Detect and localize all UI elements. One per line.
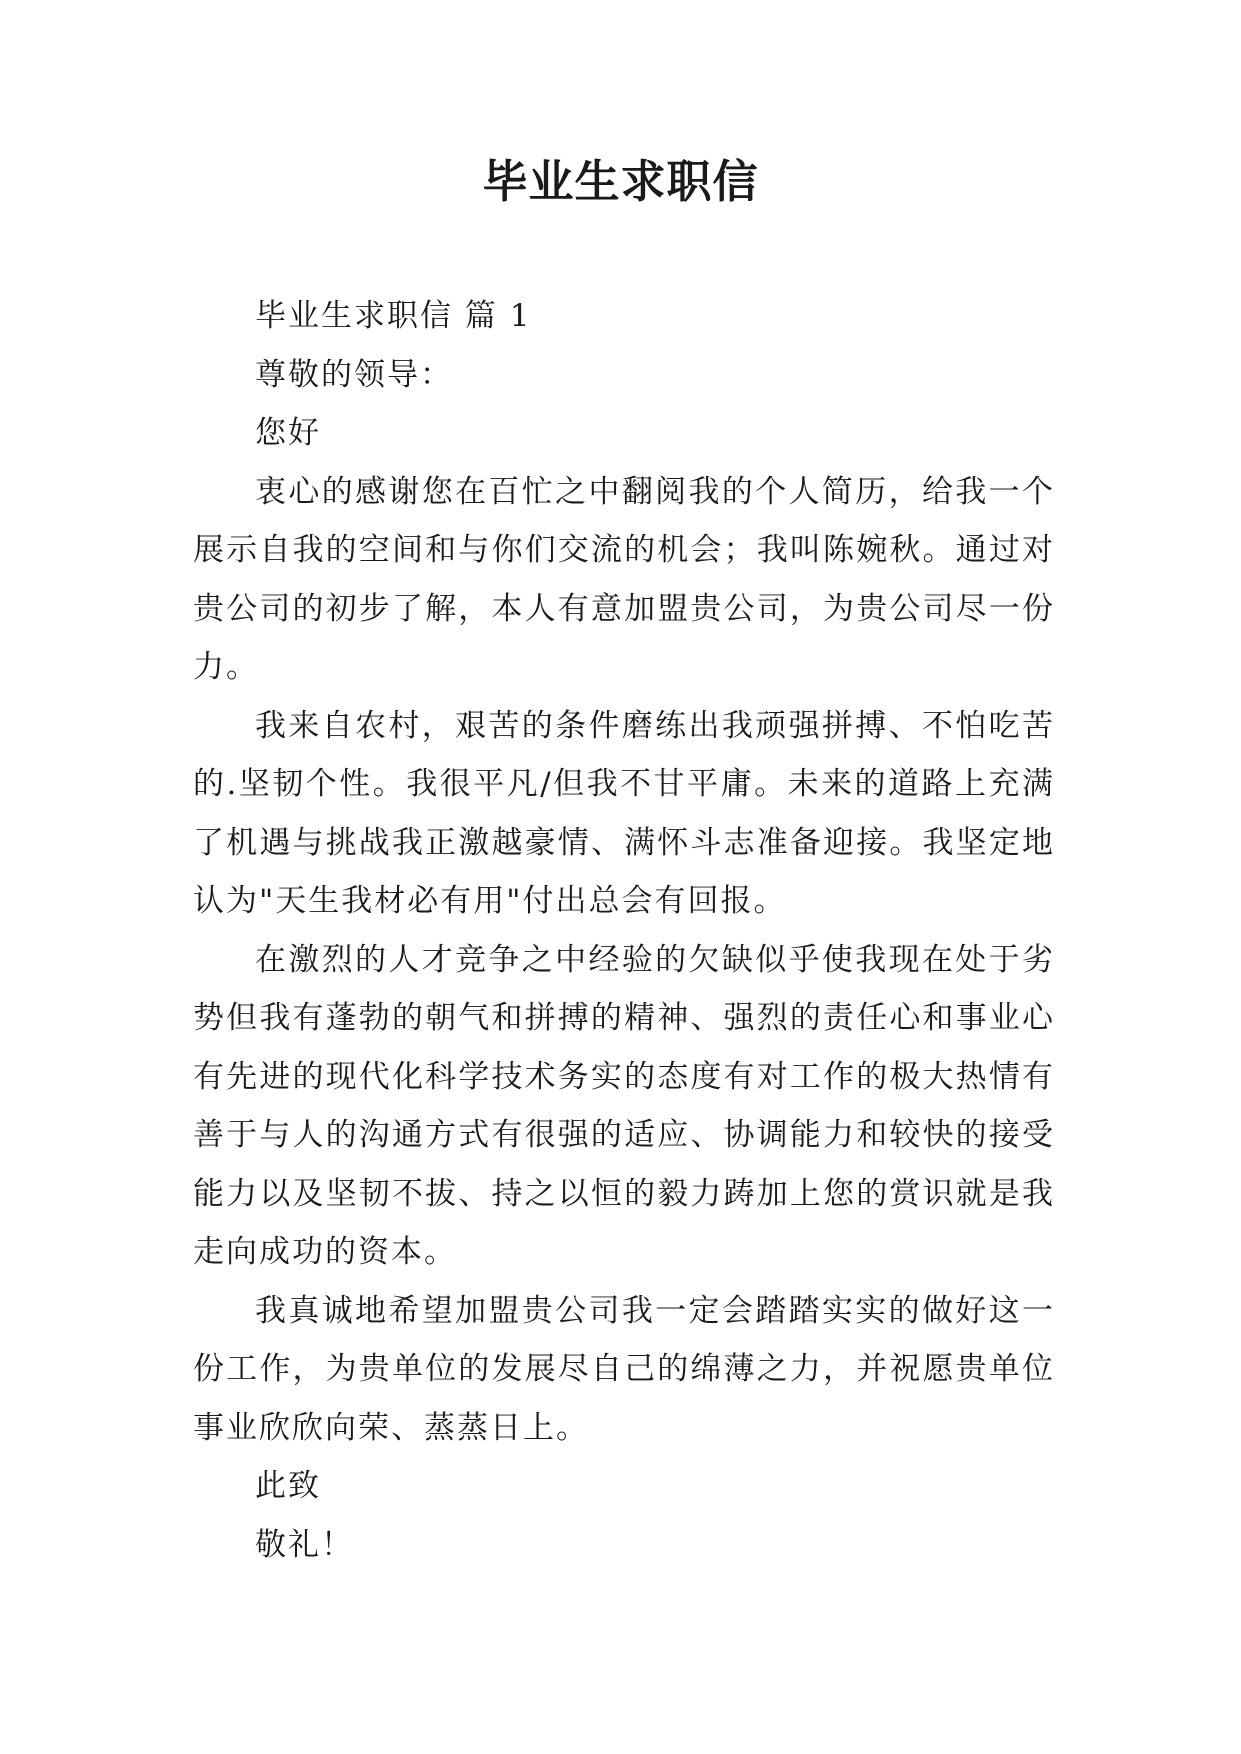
paragraph-3: 在激烈的人才竞争之中经验的欠缺似乎使我现在处于劣势但我有蓬勃的朝气和拼搏的精神、强烈的责任心和事业心有先进的现代化科学技术务实的态度有对工作的极大热情有善于与人的沟通方式有很强的适应、协调能力和较快的接受能力以及坚韧不拔、持之以恒的毅力踌加上您的赏识就是我走向成功的资本。	[193, 941, 1055, 1270]
closing-line-2: 敬礼！	[255, 1526, 354, 1563]
paragraph-1: 衷心的感谢您在百忙之中翻阅我的个人简历，给我一个展示自我的空间和与你们交流的机会；我叫陈婉秋。通过对贵公司的初步了解，本人有意加盟贵公司，为贵公司尽一份力。	[193, 473, 1055, 685]
document-title: 毕业生求职信	[482, 155, 759, 208]
salutation: 尊敬的领导：	[255, 356, 453, 393]
greeting: 您好	[255, 415, 321, 451]
section-heading: 毕业生求职信 篇 1	[255, 298, 532, 334]
document-body	[193, 287, 1055, 1574]
closing-line-1: 此致	[255, 1468, 321, 1504]
paragraph-4: 我真诚地希望加盟贵公司我一定会踏踏实实的做好这一份工作，为贵单位的发展尽自己的绵薄之力，并祝愿贵单位事业欣欣向荣、蒸蒸日上。	[193, 1292, 1055, 1446]
paragraph-2: 我来自农村，艰苦的条件磨练出我顽强拼搏、不怕吃苦的.坚韧个性。我很平凡/但我不甘平庸。未来的道路上充满了机遇与挑战我正激越豪情、满怀斗志准备迎接。我坚定地认为"天生我材必有用"付出总会有回报。	[193, 707, 1055, 919]
